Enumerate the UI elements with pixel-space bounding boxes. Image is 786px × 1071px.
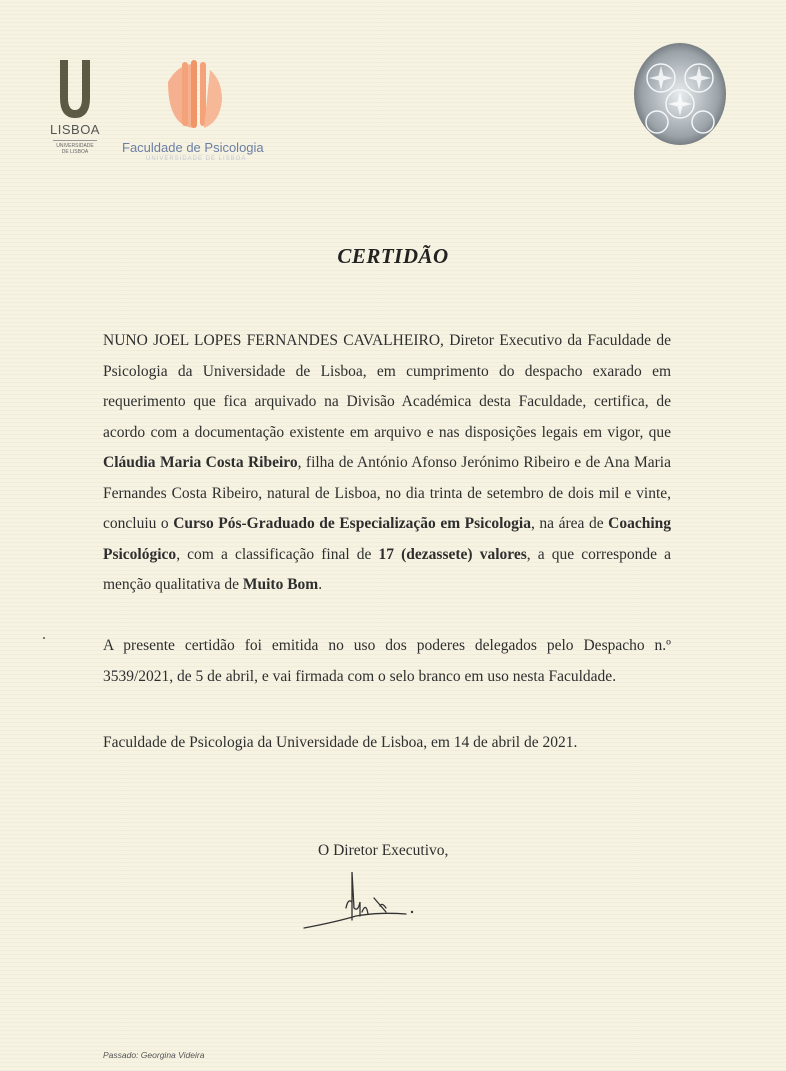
certification-text-1: NUNO JOEL LOPES FERNANDES CAVALHEIRO, Diretor Executivo da Faculdade de Psicologia da Universidade de Lisboa, em cumprimento do despacho exarado em requerimento que fica arquivado na Divisão Académica desta Faculdade, certifica, de acordo com a documentação existente em arquivo e nas disposições legais em vigor, que — [103, 332, 671, 441]
signatory-title: O Diretor Executivo, — [318, 842, 449, 859]
certification-text-5: , a que corresponde a menção qualitativa de — [103, 545, 671, 593]
certification-text-4: , com a classificação final de — [176, 545, 379, 563]
course-area: Coaching Psicológico — [103, 515, 672, 563]
ul-logo-city: LISBOA — [50, 122, 100, 137]
universidade-de-lisboa-logo — [50, 58, 100, 155]
certification-text-3: , na área de — [530, 515, 609, 532]
certification-text-2: , filha de António Afonso Jerónimo Ribeiro e de Ana Maria Fernandes Costa Ribeiro, natural de Lisboa, no dia trinta de setembro de dois mil e vinte, concluiu o — [103, 454, 671, 532]
course-name: Curso Pós-Graduado de Especialização em Psicologia — [173, 515, 531, 532]
ul-logo-divider — [53, 140, 97, 141]
margin-mark — [43, 637, 45, 639]
faculty-fan-mark-icon — [164, 60, 226, 132]
issued-by-note: Passado: Georgina Videira — [103, 1050, 205, 1060]
certification-text-6: . — [318, 576, 323, 593]
holographic-seal-icon — [633, 42, 727, 146]
handwritten-signature-icon — [296, 862, 426, 934]
qualitative-mention: Muito Bom — [242, 576, 319, 593]
student-name: Cláudia Maria Costa Ribeiro — [103, 454, 298, 471]
ul-u-mark-icon — [58, 58, 92, 120]
final-grade: 17 (dezassete) valores — [378, 545, 527, 563]
place-date-line: Faculdade de Psicologia da Universidade de Lisboa, em 14 de abril de 2021. — [103, 734, 578, 751]
faculty-name: Faculdade de Psicologia — [122, 140, 264, 155]
faculty-university: UNIVERSIDADE DE LISBOA — [146, 156, 247, 162]
delegation-paragraph: A presente certidão foi emitida no uso dos poderes delegados pelo Despacho n.º 3539/2021, de 5 de abril, e vai firmada com o selo branco em uso nesta Faculdade. — [103, 637, 671, 685]
document-title: CERTIDÃO — [337, 244, 449, 268]
ul-logo-subtitle-1: UNIVERSIDADE — [56, 143, 94, 149]
ul-logo-subtitle-2: DE LISBOA — [61, 149, 89, 155]
certification-paragraph — [103, 326, 671, 601]
